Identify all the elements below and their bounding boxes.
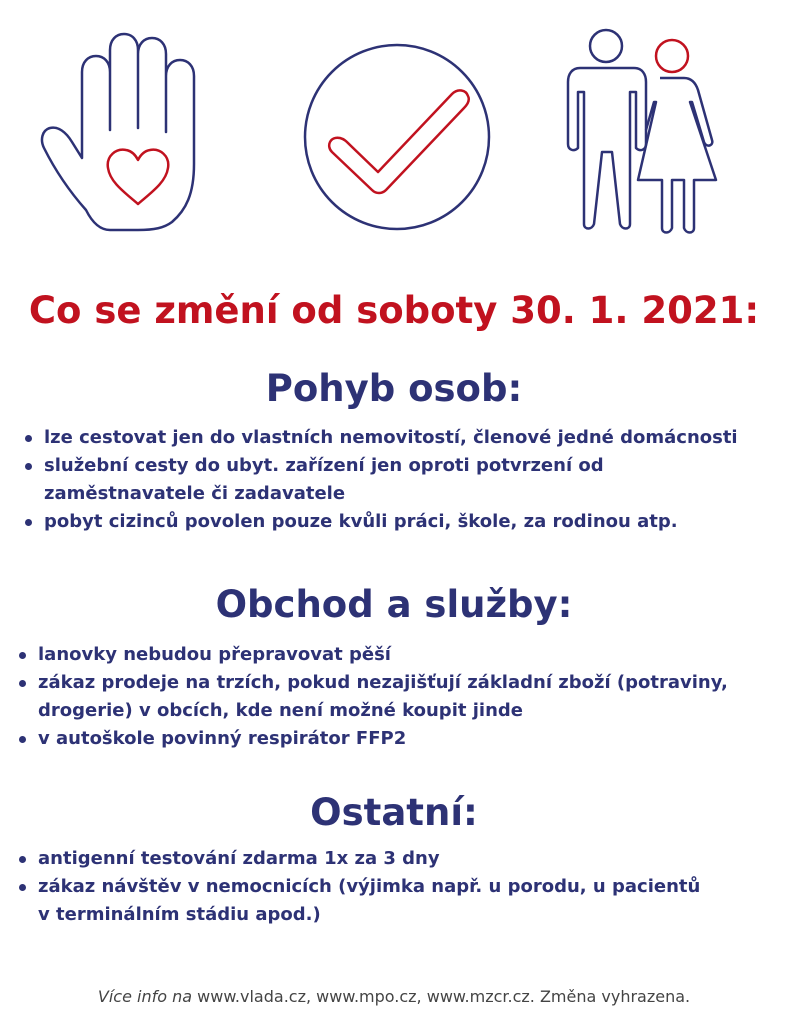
bullet-list-obchod-a-sluzby <box>17 641 728 753</box>
footer-disclaimer: Změna vyhrazena. <box>539 987 691 1006</box>
icon-row <box>0 0 788 260</box>
list-item: lze cestovat jen do vlastních nemovitostí, členové jedné domácnosti <box>23 424 738 452</box>
list-item: lanovky nebudou přepravovat pěší <box>17 641 728 669</box>
footer-note <box>0 983 788 1011</box>
list-item: v autoškole povinný respirátor FFP2 <box>17 725 728 753</box>
man-and-woman-icon <box>556 28 726 238</box>
footer-intro: Více info na <box>97 987 193 1006</box>
list-item: zákaz prodeje na trzích, pokud nezajišťují základní zboží (potraviny, drogerie) v obcích, kde není možné koupit jinde <box>17 669 728 725</box>
footer-links: www.vlada.cz, www.mpo.cz, www.mzcr.cz. <box>197 987 535 1006</box>
list-item: pobyt cizinců povolen pouze kvůli práci, škole, za rodinou atp. <box>23 508 738 536</box>
section-heading-obchod-a-sluzby: Obchod a služby: <box>215 583 573 626</box>
page-title: Co se změní od soboty 30. 1. 2021: <box>28 289 760 332</box>
list-item: zákaz návštěv v nemocnicích (výjimka např. u porodu, u pacientů v terminálním stádiu apod.) <box>17 873 700 929</box>
checkmark-circle-icon <box>302 42 492 232</box>
section-heading-ostatni: Ostatní: <box>310 791 478 834</box>
list-item: antigenní testování zdarma 1x za 3 dny <box>17 845 700 873</box>
section-heading-pohyb-osob: Pohyb osob: <box>265 367 523 410</box>
hand-with-heart-icon <box>38 32 218 232</box>
bullet-list-pohyb-osob <box>23 424 738 536</box>
bullet-list-ostatni <box>17 845 700 929</box>
list-item: služební cesty do ubyt. zařízení jen oproti potvrzení od zaměstnavatele či zadavatele <box>23 452 738 508</box>
